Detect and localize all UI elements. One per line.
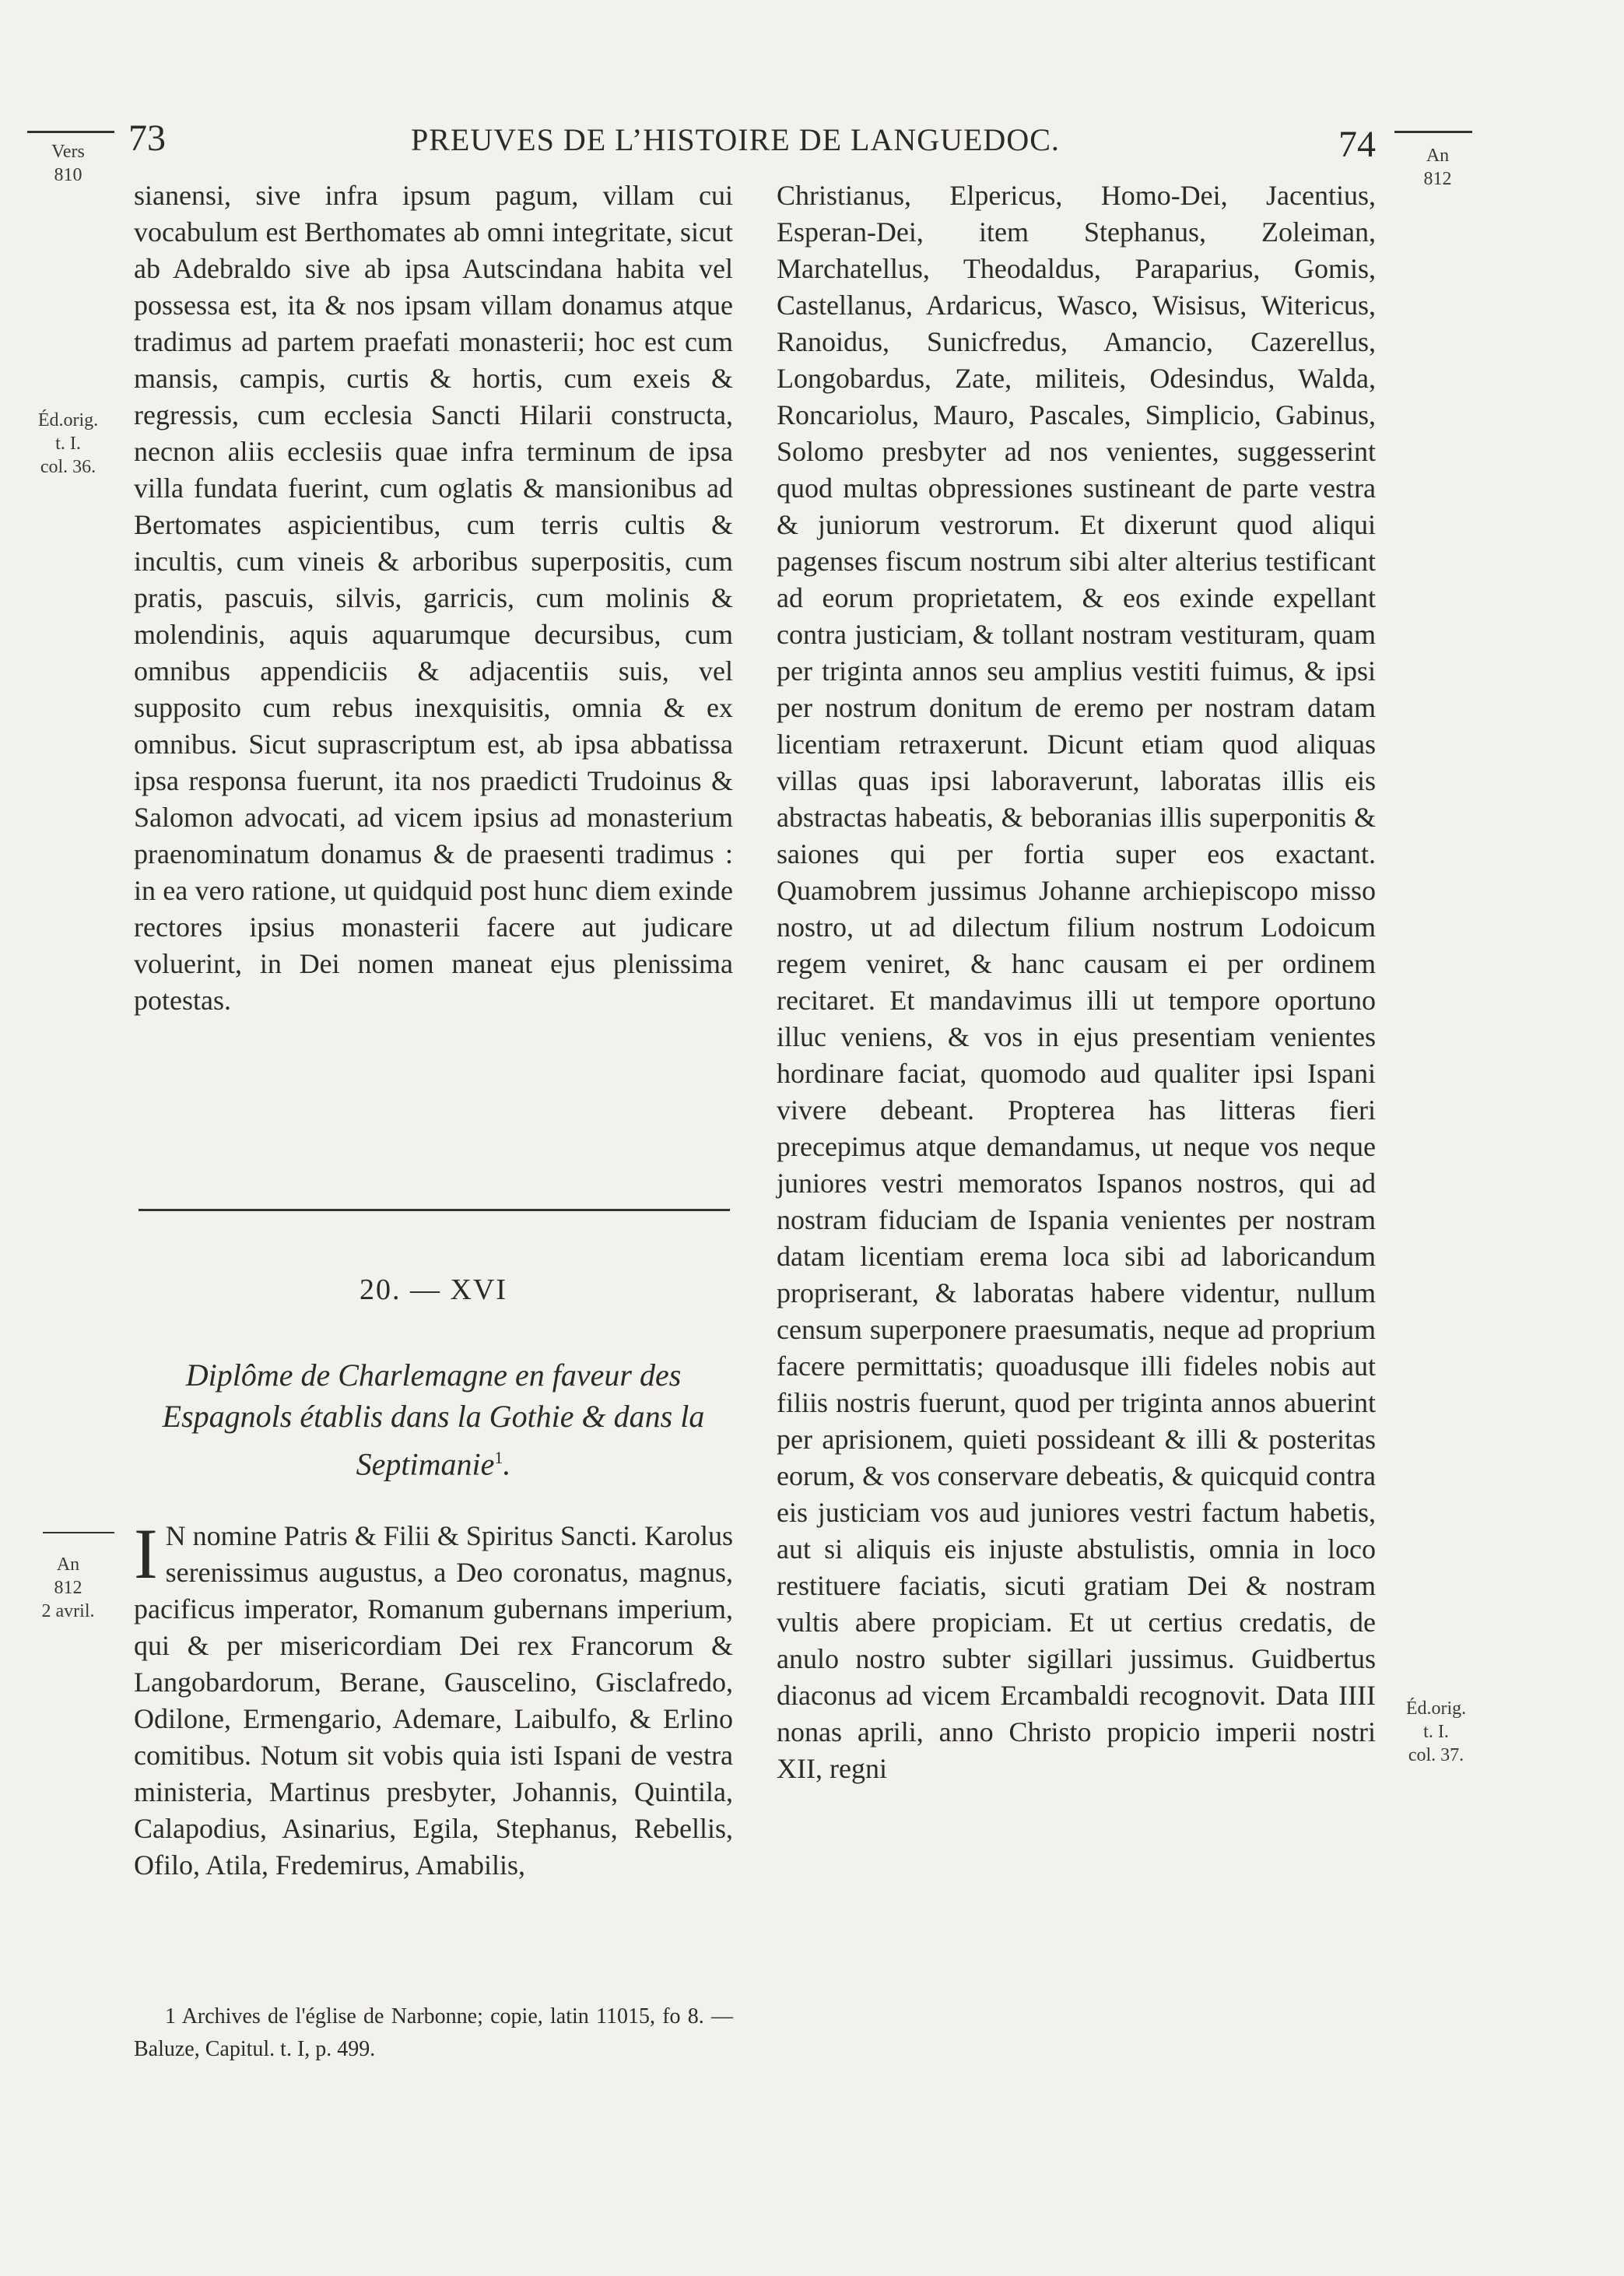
margin-edition: Éd.orig.: [1405, 1698, 1467, 1719]
right-column-text: Christianus, Elpericus, Homo-Dei, Jacentius, Esperan-Dei, item Stephanus, Zoleiman, Marchatellus, Theodaldus, Paraparius, Gomis, Castellanus, Ardaricus, Wasco, Wisisus, Witericus, Ranoidus, Sunicfredus, Amancio, Cazerellus, Longobardus, Zate, militeis, Odesindus, Walda, Roncariolus, Mauro, Pascales, Simplicio, Gabinus, Solomo presbyter ad nos venientes, suggesserint quod multas obpressiones sustineant de parte vestra & juniorum vestrorum. Et dixerunt quod aliqui pagenses fiscum nostrum sibi alter alterius testificant ad eorum proprietatem, & eos exinde expellant contra justiciam, & tollant nostram vestituram, quam per triginta annos seu amplius vestiti fuimus, & ipsi per nostrum donitum de eremo per nostram datam licentiam retraxerunt. Dicunt etiam quod aliquas villas quas ipsi laboraverunt, laboratas illis eis abstractas habeatis, & beboranias illis superponitis & saiones qui per fortia super eos exactant. Quamobrem jussimus Johanne archiepiscopo misso nostro, ut ad dilectum filium nostrum Lodoicum regem veniret, & hanc causam ei per ordinem recitaret. Et mandavimus illi ut tempore oportuno illuc veniens, & vos in ejus presentiam venientes hordinare faciat, quomodo aud qualiter ipsi Ispani vivere debeant. Propterea has litteras fieri precepimus atque demandamus, ut neque vos neque juniores vestri memoratos Ispanos nostros, qui ad nostram fiduciam de Ispania venientes per nostram datam licentiam erema loca sibi ad laboricandum propriserant, & laboratas habere videntur, nullum censum superponere praesumatis, neque ad proprium facere permittatis; quoadusque illi fideles nobis aut filiis nostris fuerunt, quod per triginta annos abuerint per aprisionem, quieti possideant & illi & posteritas eorum, & vos conservare debeatis, & quicquid contra eis justiciam vos aud juniores vestri factum habetis, aut si aliquis eis injuste abstulistis, omnia in loco restituere faciatis, sicuti gratiam Dei & nostram vultis abere propiciam. Et ut certius credatis, de anulo nostro subter sigillari jussimus. Guidbertus diaconus ad vicem Ercambaldi recognovit. Data IIII nonas aprili, anno Christo propicio imperii nostri XII, regni: [777, 180, 1376, 1784]
margin-date-left-charter: [23, 1553, 113, 1623]
charter-number: 20. — XVI: [359, 1273, 508, 1306]
margin-day: 2 avril.: [41, 1601, 95, 1621]
margin-date-rule: [43, 1532, 114, 1533]
page-number-right: 74: [1338, 124, 1376, 165]
margin-label: An: [1426, 146, 1450, 166]
section-divider: [139, 1209, 730, 1211]
margin-date-left-top: [23, 140, 113, 187]
margin-edition: Éd.orig.: [37, 410, 99, 430]
footnote: 1 Archives de l'église de Narbonne; copie, latin 11015, fo 8. — Baluze, Capitul. t. I, p. 499.: [134, 2004, 733, 2061]
margin-tome: t. I.: [1423, 1722, 1449, 1742]
margin-year: 812: [1423, 169, 1452, 189]
margin-column: col. 37.: [1408, 1745, 1464, 1765]
footnote-marker: 1: [494, 1448, 503, 1467]
margin-year: 810: [54, 165, 82, 185]
running-title: PREUVES DE L’HISTOIRE DE LANGUEDOC.: [411, 122, 1060, 157]
margin-edition-ref-right: [1391, 1697, 1481, 1767]
margin-column: col. 36.: [40, 457, 96, 477]
left-column: [134, 177, 733, 1019]
margin-date-right-top: [1393, 144, 1482, 191]
drop-cap-initial: I: [134, 1514, 158, 1593]
charter-title-text: Diplôme de Charlemagne en faveur des Espagnols établis dans la Gothie & dans la Septimanie: [162, 1358, 705, 1482]
left-margin-rule: [27, 131, 114, 133]
charter-title: Diplôme de Charlemagne en faveur des Espagnols établis dans la Gothie & dans la Septimanie$^1$.: [162, 1358, 705, 1482]
charter-body: [134, 1514, 733, 1884]
left-column-text: sianensi, sive infra ipsum pagum, villam cui vocabulum est Berthomates ab omni integritate, sicut ab Adebraldo sive ab ipsa Autscindana habita vel possessa est, ita & nos ipsam villam donamus atque tradimus ad partem praefati monasterii; hoc est cum mansis, campis, curtis & hortis, cum exeis & regressis, cum ecclesia Sancti Hilarii constructa, necnon aliis ecclesiis quae infra terminum de ipsa villa fundata fuerint, cum oglatis & mansionibus ad Bertomates aspicientibus, cum terris cultis & incultis, cum vineis & arboribus superpositis, cum pratis, pascuis, silvis, garricis, cum molinis & molendinis, aquis aquarumque decursibus, cum omnibus appendiciis & adjacentiis suis, vel supposito cum rebus inexquisitis, omnia & ex omnibus. Sicut suprascriptum est, ab ipsa abbatissa ipsa responsa fuerunt, ita nos praedicti Trudoinus & Salomon advocati, ad vicem ipsius ad monasterium praenominatum donamus & de praesenti tradimus : in ea vero ratione, ut quidquid post hunc diem exinde rectores ipsius monasterii facere aut judicare voluerint, in Dei nomen maneat ejus plenissima potestas.: [134, 180, 733, 1016]
margin-year: 812: [54, 1578, 82, 1598]
right-margin-rule: [1394, 131, 1472, 133]
margin-tome: t. I.: [55, 434, 81, 454]
charter-body-text: N nomine Patris & Filii & Spiritus Sancti. Karolus serenissimus augustus, a Deo coronatus, magnus, pacificus imperator, Romanum gubernans imperium, qui & per misericordiam Dei rex Francorum & Langobardorum, Berane, Gauscelino, Gisclafredo, Odilone, Ermengario, Ademare, Laibulfo, & Erlino comitibus. Notum sit vobis quia isti Ispani de vestra ministeria, Martinus presbyter, Johannis, Quintila, Calapodius, Asinarius, Egila, Stephanus, Rebellis, Ofilo, Atila, Fredemirus, Amabilis,: [134, 1520, 733, 1881]
margin-edition-ref-left: [23, 409, 113, 479]
page-number-left: 73: [128, 118, 166, 159]
margin-label: Vers: [51, 142, 85, 162]
right-column: [777, 177, 1376, 1787]
margin-label: An: [56, 1554, 80, 1575]
